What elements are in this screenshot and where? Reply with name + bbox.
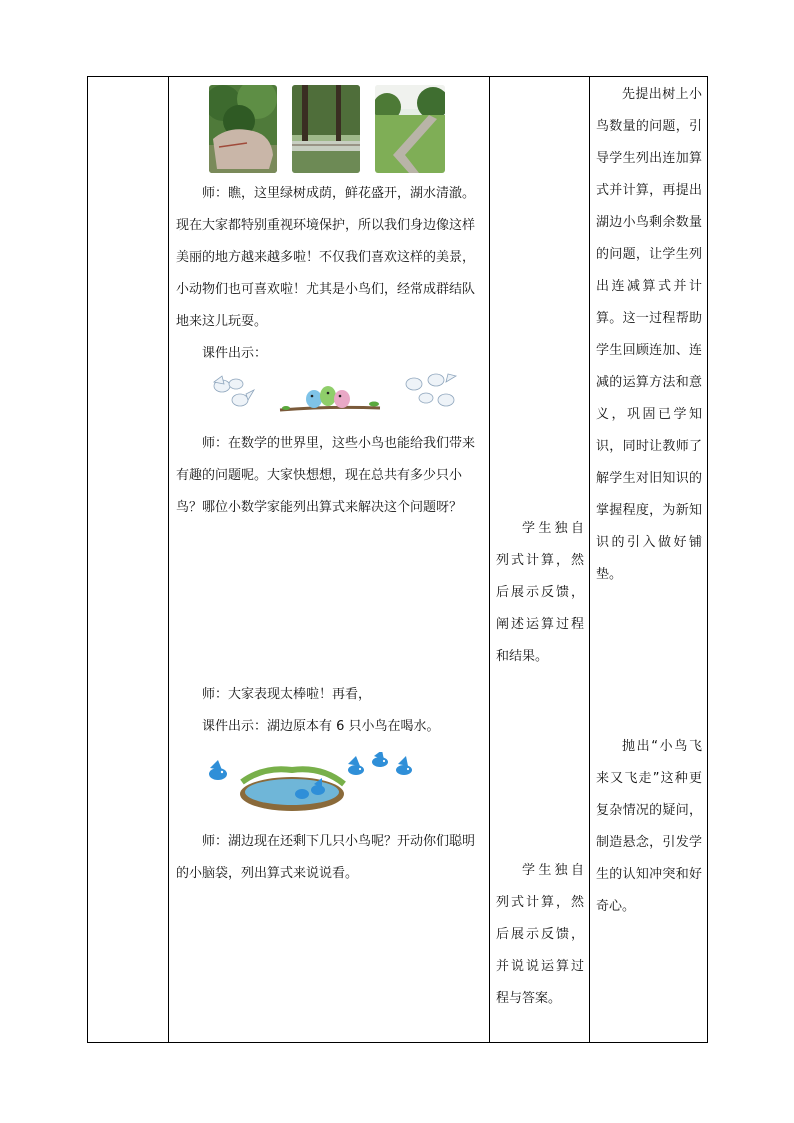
blue-bird-icon (209, 760, 227, 780)
teacher-question-text: 师：在数学的世界里，这些小鸟也能给我们带来有趣的问题呢。大家快想想，现在总共有多少只小鸟？哪位小数学家能列出算式来解决这个问题呀？ (176, 436, 476, 515)
design-rationale-1 (596, 79, 702, 591)
design-rationale-2-text: 抛出“小鸟飞来又飞走”这种更复杂情况的疑问，制造悬念，引发学生的认知冲突和好奇心。 (596, 739, 702, 914)
table-border-bottom (87, 1042, 708, 1043)
blue-bird-icon (348, 752, 412, 775)
table-divider-1 (168, 76, 169, 1043)
table-border-left (87, 76, 88, 1043)
student-activity-1-text: 学生独自列式计算，然后展示反馈，阐述运算过程和结果。 (496, 521, 584, 664)
teacher-lake-question-paragraph (176, 826, 482, 890)
white-bird-icon (214, 376, 254, 406)
student-activity-1 (496, 513, 584, 673)
illustration-lake-birds (204, 752, 420, 814)
teacher-intro-paragraph (176, 178, 482, 370)
table-border-right (707, 76, 708, 1043)
photo-lake-bridge (292, 85, 360, 173)
student-activity-2-text: 学生独自列式计算，然后展示反馈，并说说运算过程与答案。 (496, 863, 584, 1006)
table-divider-3 (589, 76, 590, 1043)
courseware-lake-text: 课件出示：湖边原本有 6 只小鸟在喝水。 (202, 719, 440, 734)
table-divider-2 (489, 76, 490, 1043)
photo-rock-garden (209, 85, 277, 173)
design-rationale-1-text: 先提出树上小鸟数量的问题，引导学生列出连加算式并计算，再提出湖边小鸟剩余数量的问题，让学生列出连减算式并计算。这一过程帮助学生回顾连加、连减的运算方法和意义，巩固已学知识，同时让教师了解学生对旧知识的掌握程度，为新知识的引入做好铺垫。 (596, 87, 702, 582)
photo-stone-path (375, 85, 445, 173)
illustration-birds-branch (210, 372, 462, 416)
white-bird-icon (406, 374, 456, 406)
design-rationale-2 (596, 731, 702, 923)
courseware-label-1: 课件出示： (202, 346, 268, 361)
table-border-top (87, 76, 708, 77)
teacher-lake-question-text: 师：湖边现在还剩下几只小鸟呢？开动你们聪明的小脑袋，列出算式来说说看。 (176, 834, 476, 881)
teacher-praise-text: 师：大家表现太棒啦！再看， (202, 687, 372, 702)
student-activity-2 (496, 855, 584, 1015)
teacher-intro-text: 师：瞧，这里绿树成荫，鲜花盛开，湖水清澈。现在大家都特别重视环境保护，所以我们身边像这样美丽的地方越来越多啦！不仅我们喜欢这样的美景，小动物们也可喜欢啦！尤其是小鸟们，经常成群结队地来这儿玩耍。 (176, 186, 476, 329)
teacher-question-paragraph (176, 428, 482, 524)
teacher-praise-paragraph (176, 679, 482, 743)
